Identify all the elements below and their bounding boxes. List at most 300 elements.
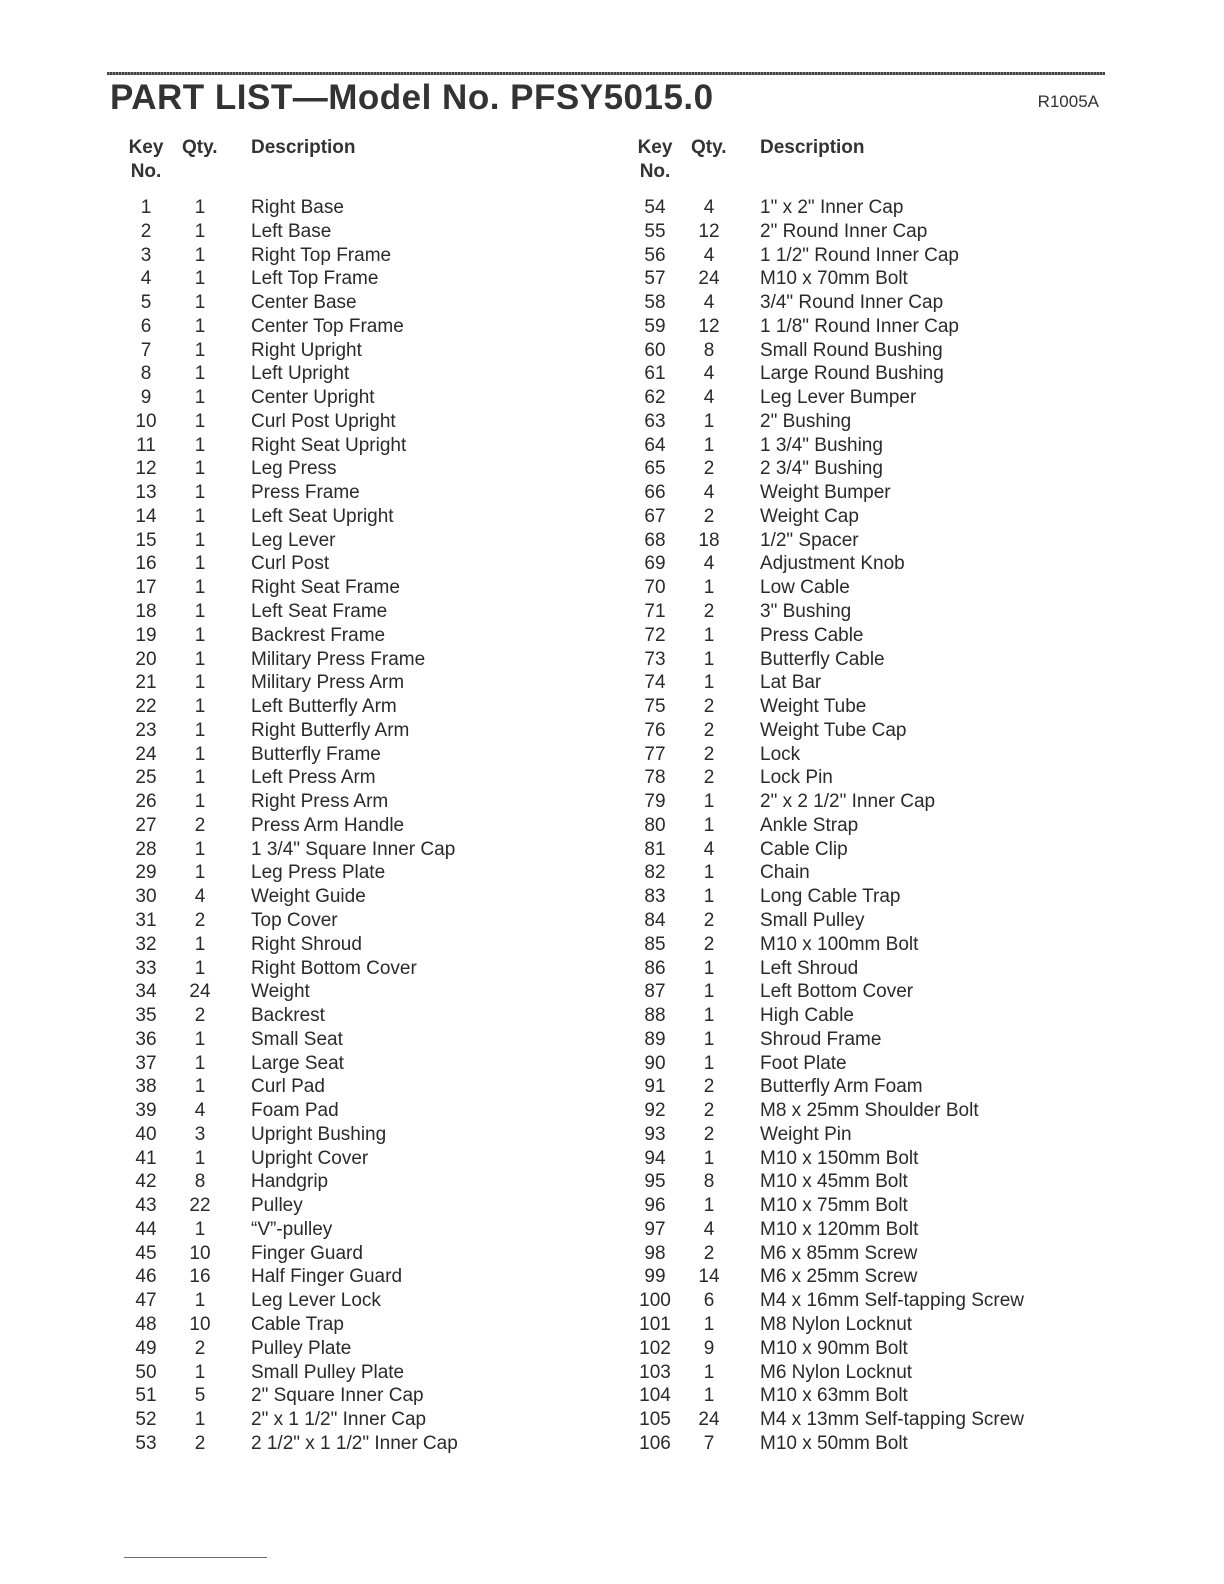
part-key-no: 81 [644, 838, 666, 860]
part-description: Upright Cover [251, 1147, 369, 1169]
part-qty: 1 [703, 981, 715, 1003]
part-key-no: 40 [135, 1123, 157, 1145]
part-description: Leg Lever Bumper [760, 387, 917, 409]
part-qty: 6 [703, 1290, 715, 1312]
part-key-no: 23 [135, 719, 157, 741]
part-key-no: 58 [644, 292, 666, 314]
part-description: Curl Post Upright [251, 410, 396, 432]
part-description: Left Upright [251, 363, 350, 385]
part-description: Center Base [251, 292, 357, 314]
part-key-no: 94 [644, 1147, 666, 1169]
part-key-no: 45 [135, 1242, 157, 1264]
part-description: Weight Guide [251, 886, 366, 908]
part-key-no: 39 [135, 1100, 157, 1122]
part-key-no: 54 [644, 197, 666, 218]
part-qty: 4 [703, 244, 715, 266]
part-qty: 1 [194, 434, 206, 456]
part-description: Adjustment Knob [760, 553, 905, 575]
part-key-no: 101 [639, 1313, 671, 1335]
part-key-no: 80 [644, 814, 666, 836]
part-key-no: 77 [644, 743, 666, 765]
part-qty: 8 [703, 1171, 715, 1193]
part-description: 1 1/8" Round Inner Cap [760, 315, 959, 337]
part-key-no: 68 [644, 529, 666, 551]
part-description: Lock Pin [760, 767, 833, 789]
part-description: Butterfly Cable [760, 648, 885, 670]
part-key-no: 76 [644, 719, 666, 741]
part-description: M8 Nylon Locknut [760, 1313, 913, 1335]
part-key-no: 10 [135, 410, 157, 432]
part-key-no: 12 [135, 458, 157, 480]
part-key-no: 87 [644, 981, 666, 1003]
header-qty: Qty. [182, 137, 218, 158]
part-qty: 1 [703, 1052, 715, 1074]
part-key-no: 22 [135, 696, 157, 718]
part-description: Weight Pin [760, 1123, 852, 1145]
part-qty: 1 [194, 957, 206, 979]
part-qty: 1 [194, 1290, 206, 1312]
part-description: Center Top Frame [251, 315, 404, 337]
part-qty: 1 [194, 1218, 206, 1240]
part-key-no: 86 [644, 957, 666, 979]
part-qty: 1 [194, 719, 206, 741]
part-description: Left Top Frame [251, 268, 379, 290]
part-description: Leg Press [251, 458, 337, 480]
part-description: Left Press Arm [251, 767, 376, 789]
part-key-no: 27 [135, 814, 157, 836]
part-key-no: 92 [644, 1100, 666, 1122]
part-qty: 1 [194, 387, 206, 409]
part-qty: 1 [194, 601, 206, 623]
part-description: Top Cover [251, 909, 338, 931]
part-description: Pulley Plate [251, 1337, 352, 1359]
part-description: 1 3/4" Bushing [760, 434, 883, 456]
part-qty: 4 [703, 363, 715, 385]
part-description: Right Bottom Cover [251, 957, 417, 979]
part-description: Small Seat [251, 1028, 343, 1050]
part-key-no: 85 [644, 933, 666, 955]
part-description: Left Bottom Cover [760, 981, 914, 1003]
part-key-no: 74 [644, 672, 666, 694]
part-qty: 1 [194, 220, 206, 242]
part-qty: 1 [194, 363, 206, 385]
part-qty: 24 [698, 1409, 720, 1431]
part-key-no: 43 [135, 1195, 157, 1217]
part-description: Press Frame [251, 482, 360, 504]
part-qty: 1 [194, 529, 206, 551]
part-description: M10 x 70mm Bolt [760, 268, 908, 290]
part-qty: 2 [194, 1005, 206, 1027]
top-rule [107, 72, 1105, 75]
part-description: Weight Tube [760, 696, 867, 718]
part-key-no: 62 [644, 387, 666, 409]
part-key-no: 50 [135, 1361, 157, 1383]
part-key-no: 38 [135, 1076, 157, 1098]
part-description: Press Arm Handle [251, 814, 405, 836]
part-description: Weight Tube Cap [760, 719, 907, 741]
part-key-no: 34 [135, 981, 157, 1003]
part-qty: 4 [194, 886, 206, 908]
part-qty: 24 [189, 981, 211, 1003]
part-description: M10 x 75mm Bolt [760, 1195, 908, 1217]
part-qty: 14 [698, 1266, 720, 1288]
part-key-no: 53 [135, 1432, 157, 1454]
part-key-no: 8 [140, 363, 152, 385]
part-description: Leg Lever Lock [251, 1290, 381, 1312]
part-key-no: 106 [639, 1432, 671, 1454]
part-description: 3" Bushing [760, 601, 852, 623]
part-qty: 4 [703, 197, 715, 218]
part-description: Half Finger Guard [251, 1266, 403, 1288]
part-description: Ankle Strap [760, 814, 859, 836]
part-key-no: 37 [135, 1052, 157, 1074]
part-description: 2" x 2 1/2" Inner Cap [760, 791, 936, 813]
part-qty: 2 [194, 1432, 206, 1454]
part-description: Right Press Arm [251, 791, 389, 813]
part-description: Right Seat Upright [251, 434, 407, 456]
part-qty: 1 [703, 886, 715, 908]
part-qty: 2 [703, 1123, 715, 1145]
part-description: 2" Bushing [760, 410, 852, 432]
part-key-no: 15 [135, 529, 157, 551]
part-key-no: 75 [644, 696, 666, 718]
part-description: Upright Bushing [251, 1123, 387, 1145]
part-description: “V”-pulley [251, 1218, 333, 1240]
part-description: Left Shroud [760, 957, 859, 979]
part-qty: 1 [194, 339, 206, 361]
part-key-no: 60 [644, 339, 666, 361]
header-qty: Qty. [691, 137, 727, 158]
part-qty: 2 [703, 909, 715, 931]
part-qty: 2 [703, 767, 715, 789]
part-qty: 1 [703, 648, 715, 670]
part-qty: 1 [194, 482, 206, 504]
part-description: Butterfly Frame [251, 743, 381, 765]
part-key-no: 105 [639, 1409, 671, 1431]
part-qty: 2 [194, 814, 206, 836]
part-qty: 1 [194, 1028, 206, 1050]
part-qty: 8 [194, 1171, 206, 1193]
part-key-no: 49 [135, 1337, 157, 1359]
part-description: M6 x 85mm Screw [760, 1242, 918, 1264]
part-key-no: 78 [644, 767, 666, 789]
part-qty: 1 [194, 1052, 206, 1074]
part-description: Handgrip [251, 1171, 329, 1193]
part-description: Center Upright [251, 387, 375, 409]
part-key-no: 29 [135, 862, 157, 884]
part-key-no: 44 [135, 1218, 157, 1240]
part-qty: 2 [703, 458, 715, 480]
part-key-no: 66 [644, 482, 666, 504]
part-key-no: 25 [135, 767, 157, 789]
part-key-no: 47 [135, 1290, 157, 1312]
part-qty: 1 [703, 672, 715, 694]
part-qty: 5 [194, 1385, 206, 1407]
part-qty: 1 [194, 410, 206, 432]
document-code: R1005A [1037, 92, 1099, 111]
part-key-no: 51 [135, 1385, 157, 1407]
part-qty: 1 [194, 458, 206, 480]
part-key-no: 14 [135, 505, 157, 527]
part-qty: 1 [703, 434, 715, 456]
part-key-no: 6 [140, 315, 152, 337]
part-description: Curl Post [251, 553, 330, 575]
part-description: Lock [760, 743, 801, 765]
part-qty: 1 [703, 1028, 715, 1050]
part-key-no: 16 [135, 553, 157, 575]
part-qty: 4 [703, 1218, 715, 1240]
header-description: Description [251, 137, 356, 158]
part-description: M8 x 25mm Shoulder Bolt [760, 1100, 979, 1122]
part-description: Shroud Frame [760, 1028, 882, 1050]
part-description: M10 x 63mm Bolt [760, 1385, 908, 1407]
part-key-no: 48 [135, 1313, 157, 1335]
part-description: Butterfly Arm Foam [760, 1076, 923, 1098]
part-key-no: 56 [644, 244, 666, 266]
header-key-no: Key No. [128, 137, 164, 182]
part-description: M10 x 100mm Bolt [760, 933, 919, 955]
part-key-no: 5 [140, 292, 152, 314]
part-qty: 2 [703, 1242, 715, 1264]
part-description: Right Shroud [251, 933, 362, 955]
part-description: Right Base [251, 197, 344, 218]
part-qty: 1 [703, 862, 715, 884]
part-qty: 1 [703, 1361, 715, 1383]
part-description: Small Pulley [760, 909, 865, 931]
part-description: Large Round Bushing [760, 363, 944, 385]
part-description: Weight Bumper [760, 482, 891, 504]
part-key-no: 91 [644, 1076, 666, 1098]
part-qty: 4 [703, 387, 715, 409]
part-key-no: 104 [639, 1385, 671, 1407]
part-key-no: 79 [644, 791, 666, 813]
part-description: 3/4" Round Inner Cap [760, 292, 944, 314]
part-qty: 3 [194, 1123, 206, 1145]
part-description: Small Pulley Plate [251, 1361, 405, 1383]
part-qty: 2 [703, 1100, 715, 1122]
part-qty: 12 [698, 315, 720, 337]
footer-line [124, 1557, 267, 1558]
part-qty: 2 [194, 909, 206, 931]
part-qty: 1 [703, 814, 715, 836]
part-qty: 4 [703, 292, 715, 314]
part-key-no: 31 [135, 909, 157, 931]
part-qty: 4 [703, 838, 715, 860]
part-key-no: 71 [644, 601, 666, 623]
part-key-no: 93 [644, 1123, 666, 1145]
part-key-no: 30 [135, 886, 157, 908]
part-qty: 1 [194, 624, 206, 646]
part-description: Large Seat [251, 1052, 344, 1074]
part-qty: 2 [703, 505, 715, 527]
part-key-no: 96 [644, 1195, 666, 1217]
part-description: Right Butterfly Arm [251, 719, 410, 741]
part-key-no: 33 [135, 957, 157, 979]
part-qty: 1 [194, 1409, 206, 1431]
part-description: Military Press Frame [251, 648, 426, 670]
part-qty: 9 [703, 1337, 715, 1359]
part-description: 2" x 1 1/2" Inner Cap [251, 1409, 427, 1431]
part-description: 2" Square Inner Cap [251, 1385, 424, 1407]
part-qty: 1 [703, 1147, 715, 1169]
part-qty: 2 [703, 696, 715, 718]
part-description: Press Cable [760, 624, 864, 646]
part-key-no: 32 [135, 933, 157, 955]
part-qty: 1 [194, 1076, 206, 1098]
part-key-no: 57 [644, 268, 666, 290]
part-description: 1/2" Spacer [760, 529, 859, 551]
part-key-no: 84 [644, 909, 666, 931]
part-description: Weight [251, 981, 310, 1003]
part-qty: 1 [194, 268, 206, 290]
part-key-no: 42 [135, 1171, 157, 1193]
part-qty: 1 [194, 933, 206, 955]
part-description: Foam Pad [251, 1100, 339, 1122]
part-description: Small Round Bushing [760, 339, 943, 361]
part-qty: 22 [189, 1195, 211, 1217]
part-key-no: 41 [135, 1147, 157, 1169]
part-key-no: 35 [135, 1005, 157, 1027]
part-qty: 18 [698, 529, 720, 551]
part-key-no: 55 [644, 220, 666, 242]
part-qty: 1 [703, 624, 715, 646]
part-key-no: 89 [644, 1028, 666, 1050]
part-qty: 10 [189, 1313, 211, 1335]
part-description: 1 1/2" Round Inner Cap [760, 244, 959, 266]
part-key-no: 3 [140, 244, 152, 266]
part-description: Right Seat Frame [251, 577, 400, 599]
part-qty: 1 [194, 197, 206, 218]
part-description: M6 x 25mm Screw [760, 1266, 918, 1288]
part-key-no: 97 [644, 1218, 666, 1240]
part-key-no: 73 [644, 648, 666, 670]
part-description: Right Top Frame [251, 244, 392, 266]
part-key-no: 9 [140, 387, 152, 409]
part-description: Curl Pad [251, 1076, 325, 1098]
part-qty: 1 [194, 292, 206, 314]
part-key-no: 61 [644, 363, 666, 385]
part-key-no: 67 [644, 505, 666, 527]
part-key-no: 36 [135, 1028, 157, 1050]
part-description: M10 x 150mm Bolt [760, 1147, 919, 1169]
part-qty: 1 [194, 505, 206, 527]
part-qty: 1 [194, 767, 206, 789]
part-qty: 2 [703, 743, 715, 765]
part-description: M4 x 16mm Self-tapping Screw [760, 1290, 1024, 1312]
part-qty: 1 [703, 957, 715, 979]
part-key-no: 83 [644, 886, 666, 908]
part-key-no: 26 [135, 791, 157, 813]
part-description: Left Base [251, 220, 332, 242]
part-description: Military Press Arm [251, 672, 405, 694]
part-qty: 1 [194, 791, 206, 813]
part-key-no: 69 [644, 553, 666, 575]
part-key-no: 17 [135, 577, 157, 599]
part-key-no: 99 [644, 1266, 666, 1288]
part-description: Left Butterfly Arm [251, 696, 397, 718]
part-description: Left Seat Frame [251, 601, 388, 623]
part-qty: 1 [194, 315, 206, 337]
part-qty: 1 [703, 1195, 715, 1217]
part-description: 1 3/4" Square Inner Cap [251, 838, 456, 860]
part-key-no: 46 [135, 1266, 157, 1288]
part-qty: 1 [194, 1147, 206, 1169]
part-key-no: 1 [140, 197, 152, 218]
part-qty: 1 [194, 696, 206, 718]
part-qty: 1 [194, 553, 206, 575]
part-key-no: 98 [644, 1242, 666, 1264]
page-title: PART LIST—Model No. PFSY5015.0 [110, 78, 714, 117]
part-description: Finger Guard [251, 1242, 363, 1264]
part-qty: 8 [703, 339, 715, 361]
part-description: 2" Round Inner Cap [760, 220, 928, 242]
part-qty: 1 [194, 743, 206, 765]
part-description: Right Upright [251, 339, 362, 361]
part-description: 1" x 2" Inner Cap [760, 197, 904, 218]
part-key-no: 2 [140, 220, 152, 242]
part-key-no: 103 [639, 1361, 671, 1383]
part-description: M4 x 13mm Self-tapping Screw [760, 1409, 1024, 1431]
part-qty: 2 [703, 601, 715, 623]
part-qty: 1 [194, 672, 206, 694]
part-key-no: 63 [644, 410, 666, 432]
part-key-no: 20 [135, 648, 157, 670]
part-qty: 2 [703, 719, 715, 741]
part-description: Pulley [251, 1195, 303, 1217]
part-qty: 2 [194, 1337, 206, 1359]
part-description: Long Cable Trap [760, 886, 901, 908]
part-key-no: 4 [140, 268, 152, 290]
part-description: Leg Press Plate [251, 862, 386, 884]
part-key-no: 24 [135, 743, 157, 765]
part-description: Chain [760, 862, 810, 884]
part-key-no: 7 [140, 339, 152, 361]
part-qty: 10 [189, 1242, 211, 1264]
part-description: M6 Nylon Locknut [760, 1361, 913, 1383]
part-key-no: 13 [135, 482, 157, 504]
part-qty: 1 [194, 648, 206, 670]
part-qty: 12 [698, 220, 720, 242]
part-description: Weight Cap [760, 505, 859, 527]
part-qty: 7 [703, 1432, 715, 1454]
part-key-no: 11 [136, 434, 156, 456]
part-key-no: 100 [639, 1290, 671, 1312]
part-description: Low Cable [760, 577, 850, 599]
part-description: Leg Lever [251, 529, 336, 551]
part-description: M10 x 120mm Bolt [760, 1218, 919, 1240]
part-qty: 1 [703, 791, 715, 813]
part-qty: 1 [703, 410, 715, 432]
part-description: 2 1/2" x 1 1/2" Inner Cap [251, 1432, 458, 1454]
header-key-no: Key No. [637, 137, 673, 182]
part-qty: 24 [698, 268, 720, 290]
part-key-no: 64 [644, 434, 666, 456]
part-key-no: 28 [135, 838, 157, 860]
part-description: 2 3/4" Bushing [760, 458, 883, 480]
part-qty: 4 [703, 553, 715, 575]
part-key-no: 95 [644, 1171, 666, 1193]
part-qty: 4 [194, 1100, 206, 1122]
part-key-no: 70 [644, 577, 666, 599]
part-qty: 1 [703, 1385, 715, 1407]
part-key-no: 59 [644, 315, 666, 337]
header-description: Description [760, 137, 865, 158]
part-key-no: 52 [135, 1409, 157, 1431]
part-qty: 1 [194, 862, 206, 884]
part-description: Left Seat Upright [251, 505, 394, 527]
part-qty: 4 [703, 482, 715, 504]
part-description: Backrest [251, 1005, 325, 1027]
